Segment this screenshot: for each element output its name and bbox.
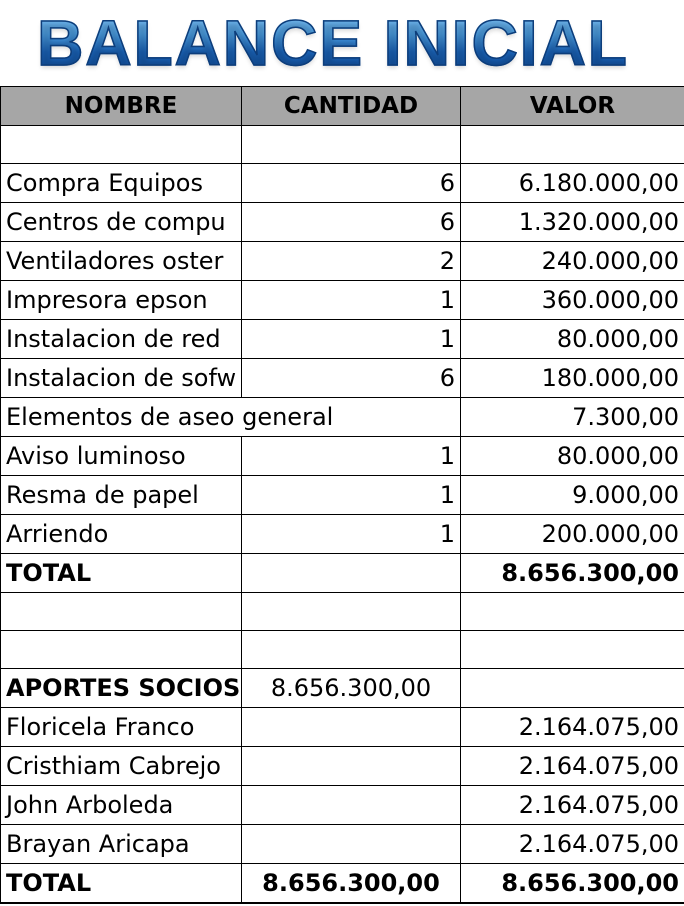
item-nombre[interactable]: Centros de compu (1, 203, 242, 242)
item-nombre[interactable]: Compra Equipos (1, 164, 242, 203)
item-nombre[interactable]: Ventiladores oster (1, 242, 242, 281)
cell[interactable] (242, 126, 461, 164)
total-socios-cantidad[interactable]: 8.656.300,00 (242, 864, 461, 904)
aportes-cantidad[interactable]: 8.656.300,00 (242, 669, 461, 708)
total-socios-row (1, 864, 684, 904)
table-row (1, 437, 684, 476)
socio-valor[interactable]: 2.164.075,00 (461, 708, 684, 747)
socio-row (1, 708, 684, 747)
cell[interactable] (242, 593, 461, 631)
cell[interactable] (1, 593, 242, 631)
item-cantidad[interactable]: 2 (242, 242, 461, 281)
cell[interactable] (242, 786, 461, 825)
empty-row (1, 126, 684, 164)
item-nombre[interactable]: Impresora epson (1, 281, 242, 320)
item-valor[interactable]: 6.180.000,00 (461, 164, 684, 203)
cell[interactable] (1, 631, 242, 669)
item-cantidad[interactable]: 1 (242, 320, 461, 359)
socio-row (1, 786, 684, 825)
empty-row (1, 593, 684, 631)
socio-valor[interactable]: 2.164.075,00 (461, 747, 684, 786)
item-cantidad[interactable]: 1 (242, 476, 461, 515)
cell[interactable] (242, 554, 461, 593)
cell[interactable] (461, 669, 684, 708)
cell[interactable] (461, 126, 684, 164)
table-row (1, 476, 684, 515)
cell[interactable] (1, 126, 242, 164)
header-row (1, 87, 684, 126)
table-row (1, 203, 684, 242)
socio-row (1, 825, 684, 864)
header-valor[interactable]: VALOR (461, 87, 684, 126)
item-valor[interactable]: 80.000,00 (461, 437, 684, 476)
empty-row (1, 631, 684, 669)
total-items-row (1, 554, 684, 593)
cell[interactable] (242, 708, 461, 747)
item-cantidad[interactable]: 6 (242, 203, 461, 242)
socio-nombre[interactable]: Brayan Aricapa (1, 825, 242, 864)
item-valor[interactable]: 80.000,00 (461, 320, 684, 359)
item-cantidad[interactable]: 1 (242, 281, 461, 320)
table-row (1, 398, 684, 437)
total-valor[interactable]: 8.656.300,00 (461, 554, 684, 593)
cell[interactable] (242, 747, 461, 786)
item-nombre[interactable]: Aviso luminoso (1, 437, 242, 476)
item-nombre[interactable]: Resma de papel (1, 476, 242, 515)
aportes-label[interactable]: APORTES SOCIOS (1, 669, 242, 708)
item-valor[interactable]: 360.000,00 (461, 281, 684, 320)
total-socios-valor[interactable]: 8.656.300,00 (461, 864, 684, 904)
socio-valor[interactable]: 2.164.075,00 (461, 825, 684, 864)
item-nombre[interactable]: Instalacion de sofw (1, 359, 242, 398)
table-row (1, 320, 684, 359)
item-cantidad[interactable]: 1 (242, 515, 461, 554)
header-nombre[interactable]: NOMBRE (1, 87, 242, 126)
socio-row (1, 747, 684, 786)
item-valor[interactable]: 240.000,00 (461, 242, 684, 281)
socio-nombre[interactable]: Cristhiam Cabrejo (1, 747, 242, 786)
total-label[interactable]: TOTAL (1, 554, 242, 593)
table-row (1, 515, 684, 554)
item-nombre[interactable]: Elementos de aseo general (1, 398, 461, 437)
item-valor[interactable]: 200.000,00 (461, 515, 684, 554)
table-row (1, 164, 684, 203)
item-cantidad[interactable]: 6 (242, 164, 461, 203)
cell[interactable] (242, 631, 461, 669)
socio-nombre[interactable]: Floricela Franco (1, 708, 242, 747)
table-row (1, 359, 684, 398)
item-valor[interactable]: 9.000,00 (461, 476, 684, 515)
item-cantidad[interactable]: 1 (242, 437, 461, 476)
page-title: BALANCE INICIAL (37, 7, 629, 79)
header-cantidad[interactable]: CANTIDAD (242, 87, 461, 126)
table-row (1, 242, 684, 281)
aportes-row (1, 669, 684, 708)
item-valor[interactable]: 180.000,00 (461, 359, 684, 398)
item-valor[interactable]: 1.320.000,00 (461, 203, 684, 242)
total-socios-label[interactable]: TOTAL (1, 864, 242, 904)
cell[interactable] (461, 593, 684, 631)
item-nombre[interactable]: Instalacion de red (1, 320, 242, 359)
item-nombre[interactable]: Arriendo (1, 515, 242, 554)
socio-valor[interactable]: 2.164.075,00 (461, 786, 684, 825)
cell[interactable] (242, 825, 461, 864)
balance-table (0, 86, 684, 904)
item-valor[interactable]: 7.300,00 (461, 398, 684, 437)
title-banner (0, 0, 684, 86)
item-cantidad[interactable]: 6 (242, 359, 461, 398)
socio-nombre[interactable]: John Arboleda (1, 786, 242, 825)
table-row (1, 281, 684, 320)
cell[interactable] (461, 631, 684, 669)
